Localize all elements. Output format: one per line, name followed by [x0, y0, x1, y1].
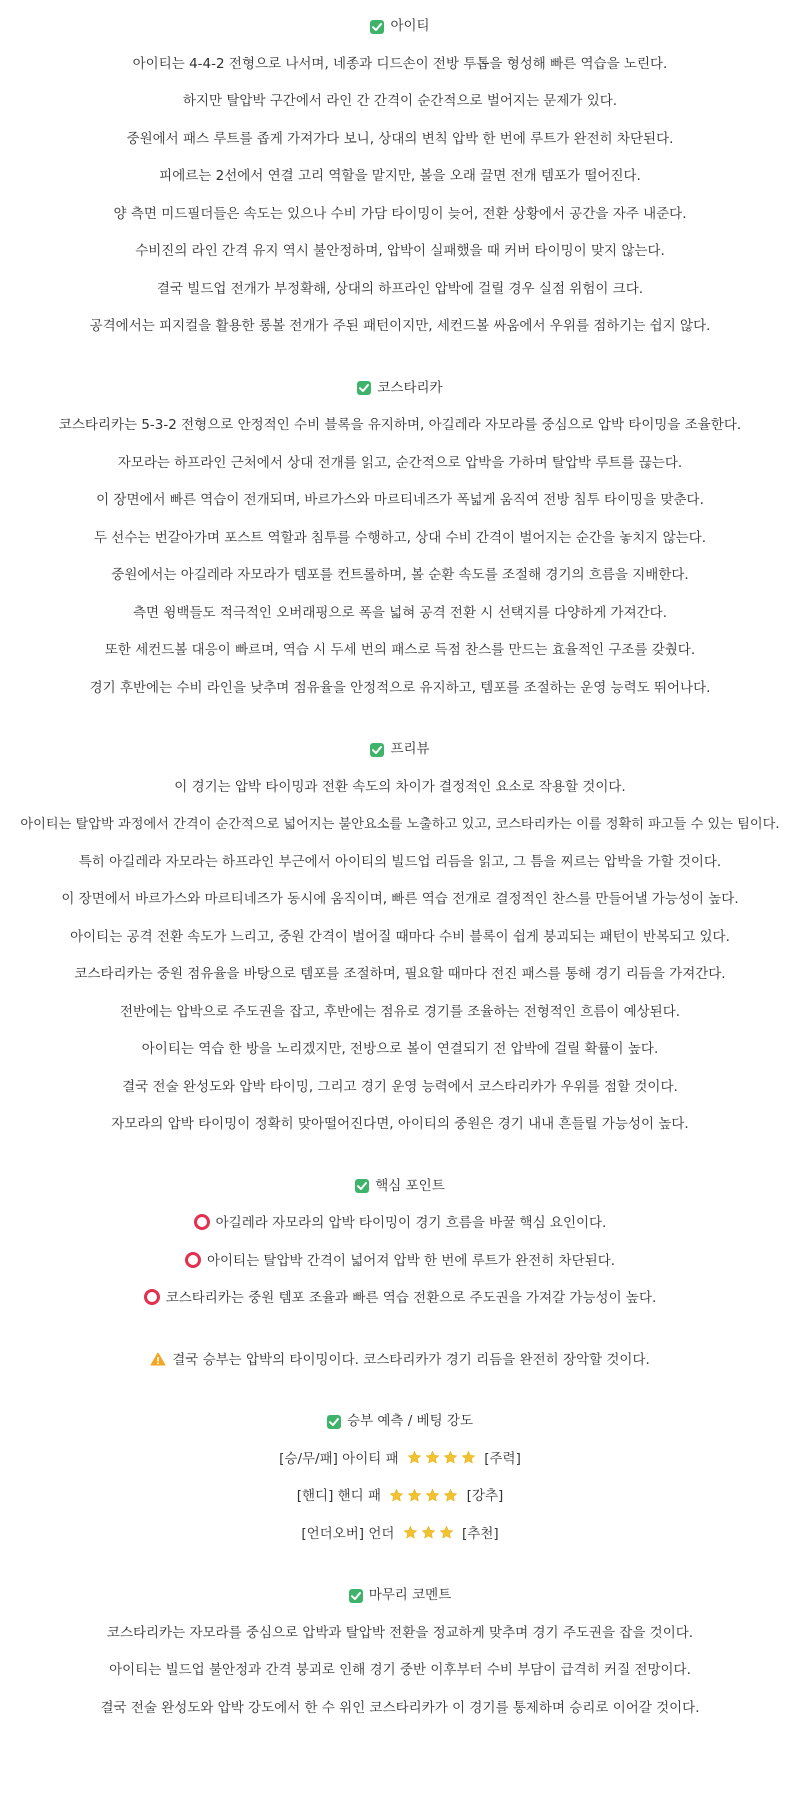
key-point-item [0, 1205, 800, 1243]
circle-icon [194, 1214, 210, 1230]
star-icon [443, 1488, 458, 1503]
paragraph-line: 아이티는 공격 전환 속도가 느리고, 중원 간격이 벌어질 때마다 수비 블록이 쉽게 붕괴되는 패턴이 반복되고 있다. [70, 928, 730, 945]
bet-row [0, 1441, 800, 1479]
paragraph-line: 코스타리카는 자모라를 중심으로 압박과 탈압박 전환을 정교하게 맞추며 경기 주도권을 잡을 것이다. [106, 1624, 694, 1641]
section-heading-closing [349, 1577, 452, 1615]
star-rating [407, 1450, 476, 1465]
paragraph-line: 아이티는 빌드업 불안정과 간격 붕괴로 인해 경기 중반 이후부터 수비 부담이 급격히 커질 전망이다. [109, 1662, 691, 1678]
key-point-item [0, 1243, 800, 1281]
paragraph-line: 양 측면 미드필더들은 속도는 있으나 수비 가담 타이밍이 늦어, 전환 상황에서 공간을 자주 내준다. [113, 205, 687, 222]
warning-text: 결국 승부는 압박의 타이밍이다. 코스타리카가 경기 리듬을 완전히 장악할 것이다. [172, 1351, 650, 1368]
paragraph-line: 자모라는 하프라인 근처에서 상대 전개를 읽고, 순간적으로 압박을 가하며 탈압박 루트를 끊는다. [117, 454, 683, 471]
star-icon [425, 1488, 440, 1503]
paragraph-line: 자모라의 압박 타이밍이 정확히 맞아떨어진다면, 아이티의 중원은 경기 내내 흔들릴 가능성이 높다. [111, 1116, 689, 1132]
key-point-item [0, 1280, 800, 1318]
section-heading-key-points [355, 1168, 445, 1206]
paragraph-line: 하지만 탈압박 구간에서 라인 간 간격이 순간적으로 벌어지는 문제가 있다. [182, 93, 618, 109]
bet-strength: [주력] [484, 1450, 521, 1467]
check-icon [349, 1589, 363, 1603]
paragraph-line: 코스타리카는 5-3-2 전형으로 안정적인 수비 블록을 유지하며, 아길레라 자모라를 중심으로 압박 타이밍을 조율한다. [58, 417, 742, 433]
circle-icon [185, 1252, 201, 1268]
check-icon [370, 20, 384, 34]
heading-text: 코스타리카 [377, 379, 443, 396]
star-icon [443, 1450, 458, 1465]
paragraph-line: 아이티는 4-4-2 전형으로 나서며, 네종과 디드손이 전방 투톱을 형성해 빠른 역습을 노린다. [132, 55, 668, 72]
star-icon [421, 1525, 436, 1540]
paragraph-line: 전반에는 압박으로 주도권을 잡고, 후반에는 점유로 경기를 조율하는 전형적인 흐름이 예상된다. [119, 1003, 681, 1020]
section-heading-betting [327, 1403, 473, 1441]
paragraph-line: 중원에서는 아길레라 자모라가 템포를 컨트롤하며, 볼 순환 속도를 조절해 경기의 흐름을 지배한다. [111, 567, 689, 583]
section-warning [0, 1342, 800, 1380]
heading-text: 프리뷰 [390, 741, 430, 757]
warning-line [0, 1342, 800, 1380]
key-point-text: 코스타리카는 중원 템포 조율과 빠른 역습 전환으로 주도권을 가져갈 가능성이 높다. [165, 1290, 657, 1306]
section-betting [0, 1403, 800, 1553]
paragraph-line: 이 경기는 압박 타이밍과 전환 속도의 차이가 결정적인 요소로 작용할 것이다. [174, 778, 626, 795]
bet-label: [핸디] 핸디 패 [296, 1488, 382, 1504]
paragraph-line: 또한 세컨드볼 대응이 빠르며, 역습 시 두세 번의 패스로 득점 찬스를 만드는 효율적인 구조를 갖췄다. [104, 642, 696, 658]
bet-row [0, 1478, 800, 1516]
star-icon [407, 1488, 422, 1503]
circle-icon [144, 1289, 160, 1305]
section-closing [0, 1577, 800, 1727]
paragraph-line: 두 선수는 번갈아가며 포스트 역할과 침투를 수행하고, 상대 수비 간격이 벌어지는 순간을 놓치지 않는다. [93, 529, 707, 546]
star-rating [403, 1525, 454, 1540]
bet-strength: [강추] [466, 1488, 504, 1504]
paragraph-line: 아이티는 역습 한 방을 노리겠지만, 전방으로 볼이 연결되기 전 압박에 걸릴 확률이 높다. [141, 1041, 659, 1057]
bet-label: [언더오버] 언더 [301, 1525, 395, 1542]
section-key-points [0, 1168, 800, 1318]
bet-strength: [추천] [462, 1525, 499, 1542]
paragraph-line: 결국 전술 완성도와 압박 타이밍, 그리고 경기 운영 능력에서 코스타리카가 우위를 점할 것이다. [122, 1078, 678, 1095]
star-icon [407, 1450, 422, 1465]
section-costa-rica [0, 370, 800, 708]
paragraph-line: 결국 빌드업 전개가 부정확해, 상대의 하프라인 압박에 걸릴 경우 실점 위험이 크다. [156, 280, 644, 297]
paragraph-line: 코스타리카는 중원 점유율을 바탕으로 템포를 조절하며, 필요할 때마다 전진 패스를 통해 경기 리듬을 가져간다. [74, 966, 726, 982]
star-icon [389, 1488, 404, 1503]
heading-text: 핵심 포인트 [375, 1177, 445, 1194]
bet-label: [승/무/패] 아이티 패 [279, 1450, 399, 1467]
heading-text: 아이티 [390, 18, 430, 34]
paragraph-line: 특히 아길레라 자모라는 하프라인 부근에서 아이티의 빌드업 리듬을 읽고, 그 틈을 찌르는 압박을 가할 것이다. [78, 853, 722, 870]
paragraph-line: 아이티는 탈압박 과정에서 간격이 순간적으로 넓어지는 불안요소를 노출하고 있고, 코스타리카는 이를 정확히 파고들 수 있는 팀이다. [20, 817, 780, 832]
check-icon [357, 381, 371, 395]
check-icon [327, 1415, 341, 1429]
key-point-text: 아길레라 자모라의 압박 타이밍이 경기 흐름을 바꿀 핵심 요인이다. [215, 1215, 607, 1231]
section-heading-haiti [370, 8, 429, 46]
paragraph-line: 경기 후반에는 수비 라인을 낮추며 점유율을 안정적으로 유지하고, 템포를 조절하는 운영 능력도 뛰어나다. [89, 679, 711, 696]
paragraph-line: 피에르는 2선에서 연결 고리 역할을 맡지만, 볼을 오래 끌면 전개 템포가 떨어진다. [159, 168, 641, 184]
bet-row [0, 1516, 800, 1554]
section-heading-costa-rica [357, 370, 442, 408]
paragraph-line: 이 장면에서 바르가스와 마르티네즈가 동시에 움직이며, 빠른 역습 전개로 결정적인 찬스를 만들어낼 가능성이 높다. [61, 891, 739, 907]
star-icon [425, 1450, 440, 1465]
star-icon [439, 1525, 454, 1540]
paragraph-line: 이 장면에서 빠른 역습이 전개되며, 바르가스와 마르티네즈가 폭넓게 움직여 전방 침투 타이밍을 맞춘다. [96, 492, 704, 508]
warning-icon [150, 1352, 166, 1366]
check-icon [355, 1179, 369, 1193]
paragraph-line: 중원에서 패스 루트를 좁게 가져가다 보니, 상대의 변칙 압박 한 번에 루트가 완전히 차단된다. [126, 130, 674, 147]
star-rating [389, 1488, 458, 1503]
key-point-text: 아이티는 탈압박 간격이 넓어져 압박 한 번에 루트가 완전히 차단된다. [206, 1252, 616, 1269]
star-icon [461, 1450, 476, 1465]
section-heading-preview [370, 731, 429, 769]
star-icon [403, 1525, 418, 1540]
section-haiti [0, 8, 800, 346]
paragraph-line: 공격에서는 피지컬을 활용한 롱볼 전개가 주된 패턴이지만, 세컨드볼 싸움에서 우위를 점하기는 쉽지 않다. [89, 318, 711, 334]
paragraph-line: 측면 윙백들도 적극적인 오버래핑으로 폭을 넓혀 공격 전환 시 선택지를 다양하게 가져간다. [132, 604, 667, 621]
paragraph-line: 수비진의 라인 간격 유지 역시 불안정하며, 압박이 실패했을 때 커버 타이밍이 맞지 않는다. [135, 243, 665, 259]
paragraph-line: 결국 전술 완성도와 압박 강도에서 한 수 위인 코스타리카가 이 경기를 통제하며 승리로 이어갈 것이다. [100, 1699, 700, 1716]
heading-text: 승부 예측 / 베팅 강도 [346, 1413, 474, 1429]
section-preview [0, 731, 800, 1144]
heading-text: 마무리 코멘트 [368, 1587, 452, 1603]
check-icon [370, 743, 384, 757]
